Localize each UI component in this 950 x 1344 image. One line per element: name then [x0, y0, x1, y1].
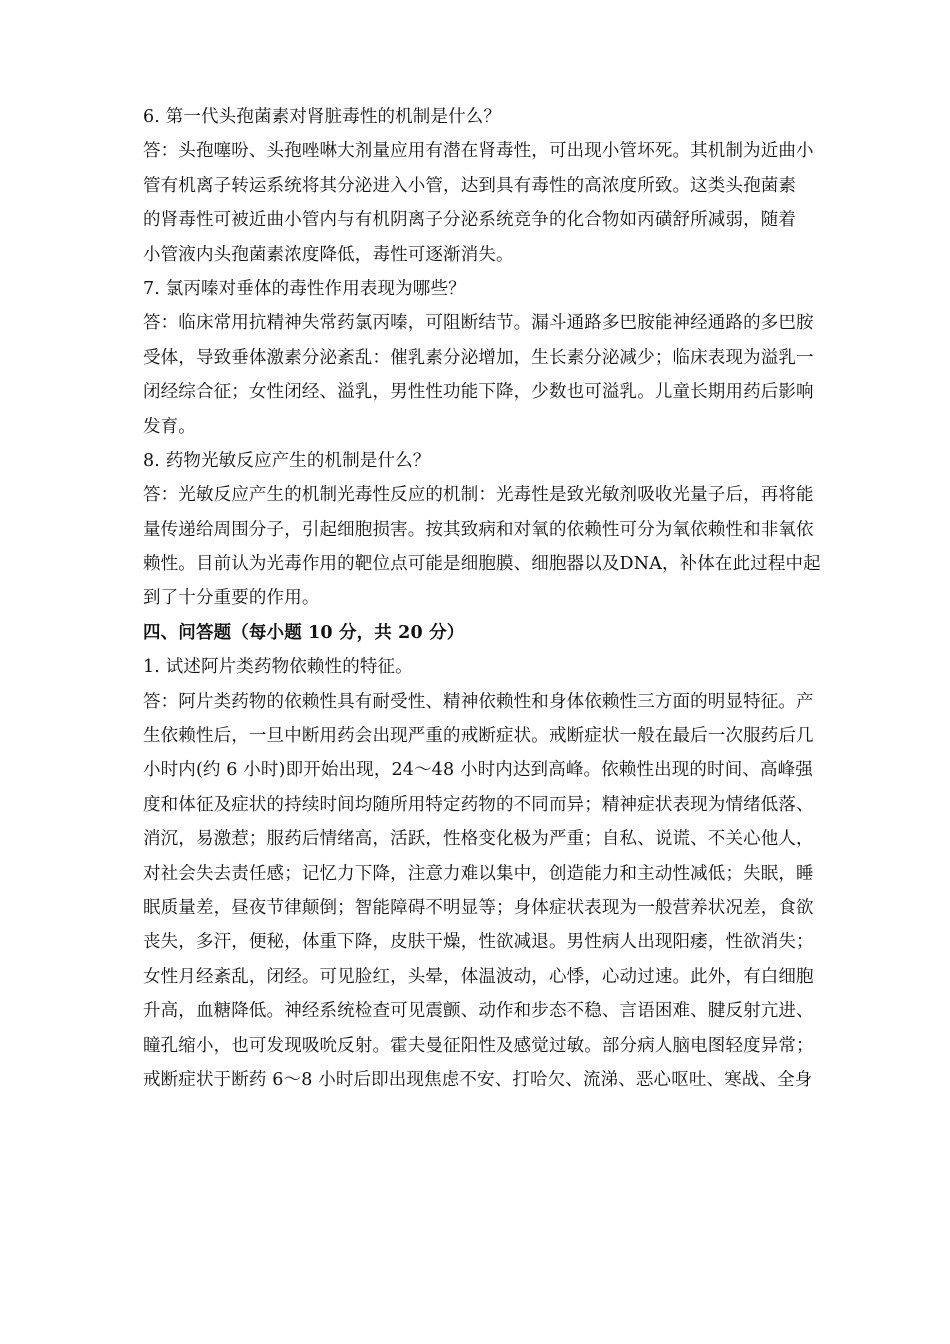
- essay-answer-1-line-2: 生依赖性后，一旦中断用药会出现严重的戒断症状。戒断症状一般在最后一次服药后几: [143, 726, 814, 747]
- essay-answer-1-line-6: 对社会失去责任感；记忆力下降，注意力难以集中，创造能力和主动性减低；失眠，睡: [143, 863, 814, 884]
- answer-6-line-2: 管有机离子转运系统将其分泌进入小管，达到具有毒性的高浓度所致。这类头孢菌素: [143, 175, 797, 196]
- document-body: [143, 100, 873, 1097]
- answer-6-line-3: 的肾毒性可被近曲小管内与有机阴离子分泌系统竞争的化合物如丙磺舒所减弱，随着: [143, 210, 797, 231]
- question-8-title: 8. 药物光敏反应产生的机制是什么？: [143, 450, 431, 471]
- answer-7-line-3: 闭经综合征；女性闭经、溢乳，男性性功能下降，少数也可溢乳。儿童长期用药后影响: [143, 382, 814, 403]
- essay-answer-1-line-9: 女性月经紊乱，闭经。可见脸红，头晕，体温波动，心悸，心动过速。此外，有白细胞: [143, 966, 814, 987]
- question-6-title: 6. 第一代头孢菌素对肾脏毒性的机制是什么？: [143, 107, 502, 127]
- essay-answer-1-line-8: 丧失，多汗，便秘，体重下降，皮肤干燥，性欲减退。男性病人出现阳痿，性欲消失；: [143, 932, 814, 953]
- answer-7-line-2: 受体，导致垂体激素分泌紊乱：催乳素分泌增加，生长素分泌减少；临床表现为溢乳一: [143, 347, 814, 368]
- answer-8-line-4: 到了十分重要的作用。: [143, 588, 320, 609]
- essay-answer-1-line-12: 戒断症状于断药 6～8 小时后即出现焦虑不安、打哈欠、流涕、恶心呕吐、寒战、全身: [143, 1069, 813, 1090]
- essay-answer-1-line-1: 答：阿片类药物的依赖性具有耐受性、精神依赖性和身体依赖性三方面的明显特征。产: [143, 691, 814, 712]
- answer-7-line-1: 答：临床常用抗精神失常药氯丙嗪，可阻断结节。漏斗通路多巴胺能神经通路的多巴胺: [143, 313, 814, 334]
- essay-answer-1-line-7: 眠质量差，昼夜节律颠倒；智能障碍不明显等；身体症状表现为一般营养状况差，食欲: [143, 897, 814, 918]
- question-7-title: 7. 氯丙嗪对垂体的毒性作用表现为哪些？: [143, 278, 466, 299]
- answer-8-line-2: 量传递给周围分子，引起细胞损害。按其致病和对氧的依赖性可分为氧依赖性和非氧依: [143, 519, 814, 540]
- answer-6-line-1: 答：头孢噻吩、头孢唑啉大剂量应用有潜在肾毒性，可出现小管坏死。其机制为近曲小: [143, 141, 814, 162]
- essay-answer-1-line-10: 升高，血糖降低。神经系统检查可见震颤、动作和步态不稳、言语困难、腱反射亢进、: [143, 1001, 814, 1022]
- answer-7-line-4: 发育。: [143, 416, 196, 437]
- essay-answer-1-line-4: 度和体征及症状的持续时间均随所用特定药物的不同而异；精神症状表现为情绪低落、: [143, 794, 814, 815]
- essay-answer-1-line-5: 消沉，易激惹；服药后情绪高，活跃，性格变化极为严重；自私、说谎、不关心他人，: [143, 829, 814, 850]
- essay-question-1-title: 1. 试述阿片类药物依赖性的特征。: [143, 657, 413, 678]
- answer-6-line-4: 小管液内头孢菌素浓度降低，毒性可逐渐消失。: [143, 244, 514, 265]
- section-heading: 四、问答题（每小题 10 分，共 20 分）: [143, 622, 465, 643]
- essay-answer-1-line-3: 小时内(约 6 小时)即开始出现，24～48 小时内达到高峰。依赖性出现的时间、高峰强: [143, 760, 813, 781]
- essay-answer-1-line-11: 瞳孔缩小，也可发现吸吮反射。霍夫曼征阳性及感觉过敏。部分病人脑电图轻度异常；: [143, 1035, 814, 1056]
- answer-8-line-1: 答：光敏反应产生的机制光毒性反应的机制：光毒性是致光敏剂吸收光量子后，再将能: [143, 485, 814, 506]
- answer-8-line-3: 赖性。目前认为光毒作用的靶位点可能是细胞膜、细胞器以及DNA，补体在此过程中起: [143, 554, 821, 575]
